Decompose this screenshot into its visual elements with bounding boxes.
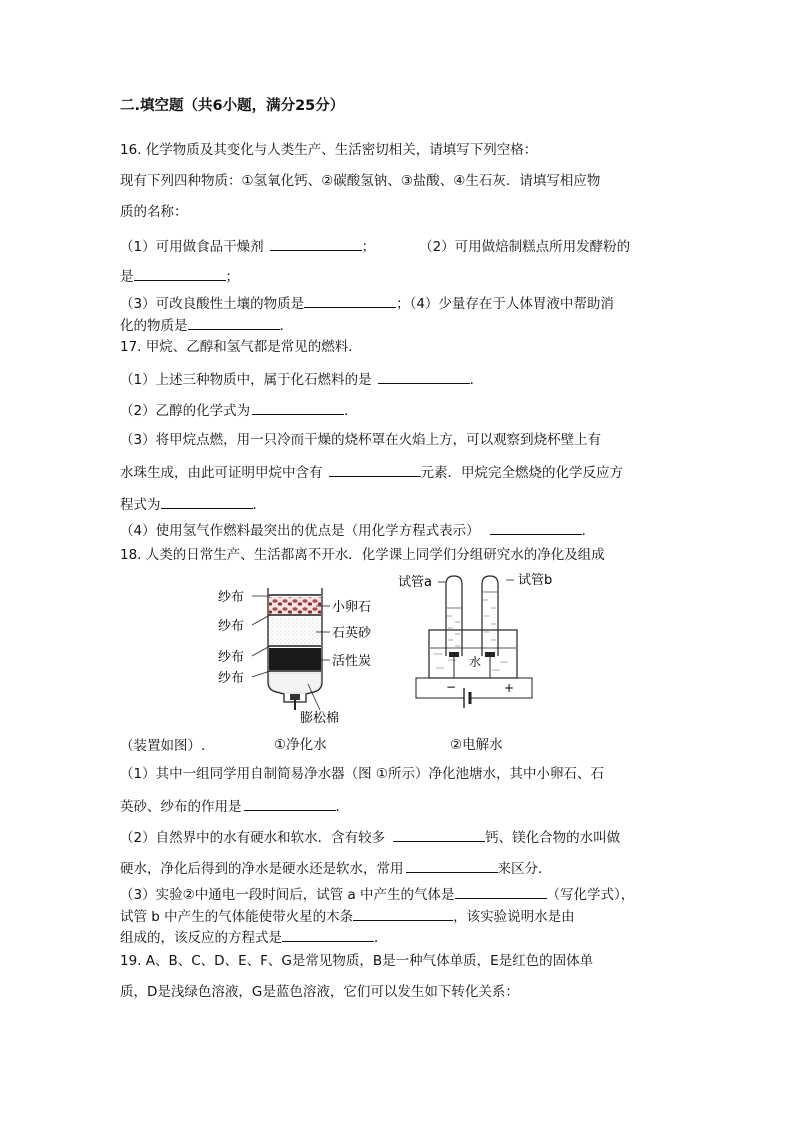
answer-blank[interactable] bbox=[329, 462, 421, 477]
q17-p3-text4: 程式为 bbox=[120, 497, 161, 513]
q18-p2-text: （2）自然界中的水有硬水和软水．含有较多 bbox=[120, 830, 386, 846]
q17-part3-cont bbox=[120, 462, 623, 482]
answer-blank[interactable] bbox=[353, 906, 453, 921]
q18-part1: （1）其中一组同学用自制简易净水器（图 ①所示）净化池塘水，其中小卵石、石 bbox=[120, 766, 604, 782]
label-gauze: 纱布 bbox=[218, 650, 245, 665]
answer-blank[interactable] bbox=[252, 400, 344, 415]
label-cotton: 膨松棉 bbox=[300, 711, 340, 726]
gauze-layer bbox=[269, 594, 321, 596]
gauze-layer bbox=[269, 670, 321, 672]
q17-p2-text: （2）乙醇的化学式为 bbox=[120, 403, 251, 419]
q18-part2-cont bbox=[120, 858, 552, 878]
label-tube-b: 试管b bbox=[518, 573, 553, 588]
q16-p3-text: （3）可改良酸性土壤的物质是 bbox=[120, 296, 305, 312]
q16-part1 bbox=[120, 236, 630, 256]
q18-p3-text: （3）实验②中通电一段时间后，试管 a 中产生的气体是 bbox=[120, 887, 455, 903]
q19-line1: 19. A、B、C、D、E、F、G是常见物质，B是一种气体单质，E是红色的固体单 bbox=[120, 953, 594, 969]
q16-p4-end: ． bbox=[279, 318, 293, 334]
q18-p2-end: 来区分． bbox=[497, 861, 552, 877]
q16-part4-cont bbox=[120, 315, 293, 335]
section-title: 二.填空题（共6小题，满分25分） bbox=[120, 98, 345, 114]
q17-stem: 17. 甲烷、乙醇和氢气都是常见的燃料． bbox=[120, 339, 362, 355]
q18-p3-text4: ，该实验说明水是由 bbox=[453, 909, 575, 925]
q18-p3-text5: 组成的，该反应的方程式是 bbox=[120, 930, 282, 946]
q17-p1-text: （1）上述三种物质中，属于化石燃料的是 bbox=[120, 372, 372, 388]
q18-stem: 18. 人类的日常生产、生活都离不开水．化学课上同学们分组研究水的净化及组成 bbox=[120, 547, 605, 563]
q16-p1-end: ； bbox=[361, 239, 376, 255]
quartz-sand-layer bbox=[269, 617, 321, 645]
answer-blank[interactable] bbox=[134, 266, 226, 281]
label-activated-carbon: 活性炭 bbox=[332, 654, 372, 669]
q16-line3: 质的名称： bbox=[120, 204, 188, 220]
q18-part3 bbox=[120, 884, 634, 904]
q19-line2: 质，D是浅绿色溶液，G是蓝色溶液，它们可以发生如下转化关系： bbox=[120, 984, 519, 1000]
label-quartz-sand: 石英砂 bbox=[332, 626, 372, 641]
plus-sign: + bbox=[504, 681, 515, 695]
q16-p1-text: （1）可用做食品干燥剂 bbox=[120, 239, 264, 255]
q18-p2-text2: 钙、镁化合物的水叫做 bbox=[485, 830, 621, 846]
q16-part3 bbox=[120, 293, 614, 313]
q17-p3-end: ． bbox=[252, 497, 266, 513]
q16-p4-text: ；（4）少量存在于人体胃液中帮助消 bbox=[396, 296, 614, 312]
label-water: 水 bbox=[469, 655, 482, 669]
cotton-layer bbox=[269, 673, 321, 693]
q17-part2 bbox=[120, 400, 358, 420]
q16-part2-cont bbox=[120, 266, 239, 286]
label-gauze: 纱布 bbox=[218, 590, 245, 605]
q18-p1-text2: 英砂、纱布的作用是 bbox=[120, 799, 242, 815]
water-purifier-figure bbox=[212, 582, 384, 728]
pebble-layer bbox=[269, 597, 321, 614]
answer-blank[interactable] bbox=[393, 827, 485, 842]
answer-blank[interactable] bbox=[378, 369, 470, 384]
answer-blank[interactable] bbox=[406, 858, 498, 873]
activated-carbon-layer bbox=[269, 648, 321, 670]
q18-lead: （装置如图）. bbox=[120, 738, 206, 754]
q18-part2 bbox=[120, 827, 620, 847]
q16-p4-cont: 化的物质是 bbox=[120, 318, 188, 334]
answer-blank[interactable] bbox=[282, 927, 374, 942]
q18-part3-cont bbox=[120, 906, 575, 926]
q17-part3-eq bbox=[120, 494, 266, 514]
q17-p2-end: ． bbox=[344, 403, 358, 419]
gauze-layer bbox=[269, 645, 321, 647]
answer-blank[interactable] bbox=[161, 494, 253, 509]
q18-part3-eq bbox=[120, 927, 388, 947]
fig1-caption: ①净化水 bbox=[274, 737, 327, 753]
label-gauze: 纱布 bbox=[218, 671, 245, 686]
label-pebble: 小卵石 bbox=[332, 600, 372, 615]
q16-p2-end: ； bbox=[225, 269, 239, 285]
q18-p1-end: ． bbox=[335, 799, 349, 815]
q16-line2: 现有下列四种物质：①氢氧化钙、②碳酸氢钠、③盐酸、④生石灰．请填写相应物 bbox=[120, 173, 601, 189]
q16-p2-is: 是 bbox=[120, 269, 134, 285]
q17-part1 bbox=[120, 369, 483, 389]
answer-blank[interactable] bbox=[188, 315, 280, 330]
answer-blank[interactable] bbox=[244, 796, 336, 811]
gauze-layer bbox=[269, 614, 321, 616]
electrode bbox=[485, 652, 495, 657]
answer-blank[interactable] bbox=[304, 293, 396, 308]
answer-blank[interactable] bbox=[270, 236, 362, 251]
fig2-caption: ②电解水 bbox=[450, 737, 503, 753]
q17-p3-text3: 元素．甲烷完全燃烧的化学反应方 bbox=[420, 465, 623, 481]
answer-blank[interactable] bbox=[490, 520, 582, 535]
q17-p4-end: ． bbox=[581, 523, 596, 539]
answer-blank[interactable] bbox=[455, 884, 547, 899]
q16-p2-text: （2）可用做焙制糕点所用发酵粉的 bbox=[419, 239, 631, 255]
q17-p3-text2: 水珠生成，由此可证明甲烷中含有 bbox=[120, 465, 323, 481]
label-tube-a: 试管a bbox=[398, 575, 432, 590]
q18-p2-text3: 硬水，净化后得到的净水是硬水还是软水，常用 bbox=[120, 861, 404, 877]
q17-p4-text: （4）使用氢气作燃料最突出的优点是（用化学方程式表示） bbox=[120, 523, 480, 539]
minus-sign: − bbox=[446, 680, 457, 694]
electrolysis-figure bbox=[396, 566, 556, 726]
q17-p1-end: ． bbox=[469, 372, 484, 388]
electrode bbox=[449, 652, 459, 657]
q16-stem: 16. 化学物质及其变化与人类生产、生活密切相关，请填写下列空格： bbox=[120, 142, 538, 158]
label-gauze: 纱布 bbox=[218, 619, 245, 634]
q18-p3-text2: （写化学式）， bbox=[546, 887, 635, 903]
q18-p3-end: ． bbox=[374, 930, 388, 946]
q17-part4 bbox=[120, 520, 595, 540]
q18-part1-cont bbox=[120, 796, 349, 816]
q17-part3: （3）将甲烷点燃，用一只冷而干燥的烧杯罩在火焰上方，可以观察到烧杯壁上有 bbox=[120, 432, 602, 448]
q18-p3-text3: 试管 b 中产生的气体能使带火星的木条 bbox=[120, 909, 354, 925]
